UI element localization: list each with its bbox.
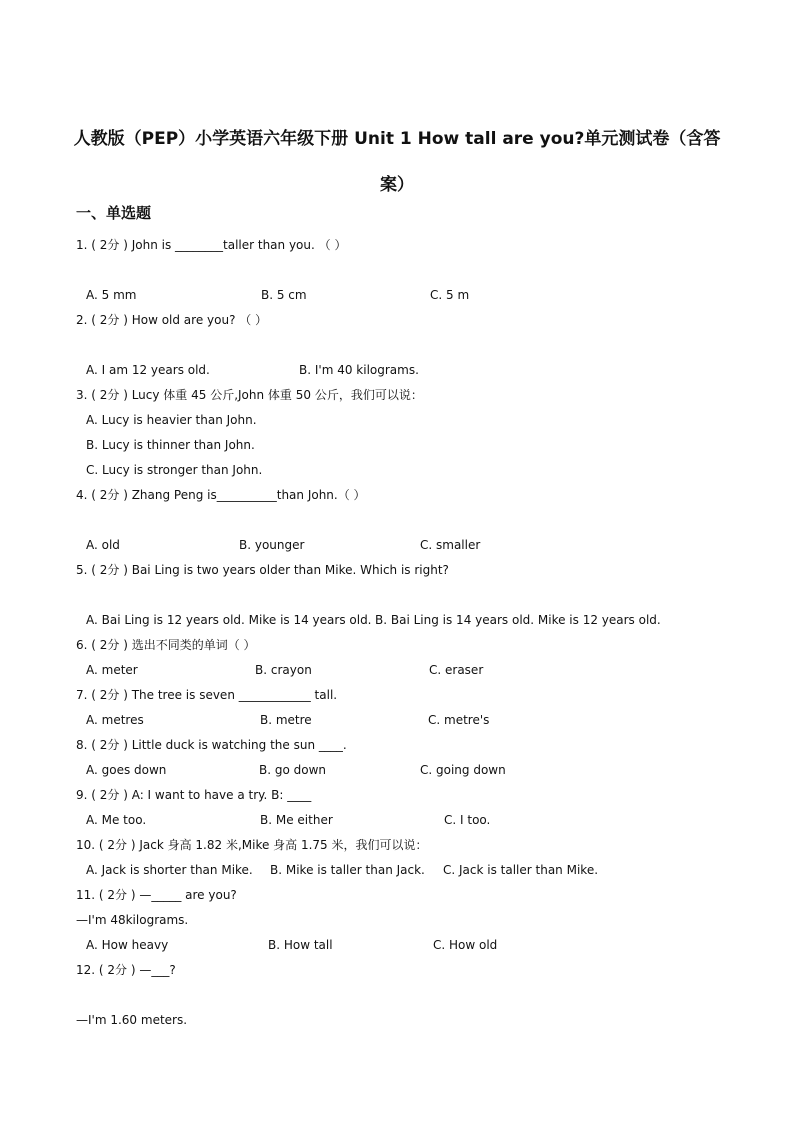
question-8-option-b[interactable]: B. go down <box>259 763 327 777</box>
question-4-stem: 4. ( 2分 ) Zhang Peng is__________than John.（ ） <box>76 488 366 502</box>
question-4-option-b[interactable]: B. younger <box>239 538 305 552</box>
question-4-option-c[interactable]: C. smaller <box>420 538 481 552</box>
question-8-option-a[interactable]: A. goes down <box>86 763 167 777</box>
question-10-option-c[interactable]: C. Jack is taller than Mike. <box>443 863 599 877</box>
question-10-option-b[interactable]: B. Mike is taller than Jack. <box>270 863 425 877</box>
question-12-stem: 12. ( 2分 ) —___? <box>76 963 176 977</box>
question-9-option-a[interactable]: A. Me too. <box>86 813 147 827</box>
question-9-option-b[interactable]: B. Me either <box>260 813 333 827</box>
question-6-option-a[interactable]: A. meter <box>86 663 138 677</box>
question-6-option-c[interactable]: C. eraser <box>429 663 484 677</box>
question-11-option-a[interactable]: A. How heavy <box>86 938 169 952</box>
question-5-stem: 5. ( 2分 ) Bai Ling is two years older than Mike. Which is right? <box>76 563 449 577</box>
question-2-option-a[interactable]: A. I am 12 years old. <box>86 363 210 377</box>
question-11-dialogue-reply: —I'm 48kilograms. <box>76 913 189 927</box>
question-10-stem: 10. ( 2分 ) Jack 身高 1.82 米,Mike 身高 1.75 米，我们可以说： <box>76 838 428 852</box>
question-1-stem: 1. ( 2分 ) John is ________taller than you. （ ） <box>76 238 347 252</box>
question-8-stem: 8. ( 2分 ) Little duck is watching the sun ____. <box>76 738 347 752</box>
question-7-option-b[interactable]: B. metre <box>260 713 312 727</box>
question-6-stem: 6. ( 2分 ) 选出不同类的单词（ ） <box>76 638 256 652</box>
question-9-option-c[interactable]: C. I too. <box>444 813 491 827</box>
question-9-stem: 9. ( 2分 ) A: I want to have a try. B: ____ <box>76 788 312 802</box>
question-1-option-a[interactable]: A. 5 mm <box>86 288 137 302</box>
question-3-option-b[interactable]: B. Lucy is thinner than John. <box>86 438 255 452</box>
question-3-option-c[interactable]: C. Lucy is stronger than John. <box>86 463 263 477</box>
question-1-option-b[interactable]: B. 5 cm <box>261 288 307 302</box>
question-2-stem: 2. ( 2分 ) How old are you? （ ） <box>76 313 268 327</box>
question-4-option-a[interactable]: A. old <box>86 538 120 552</box>
question-8-option-c[interactable]: C. going down <box>420 763 506 777</box>
question-11-option-c[interactable]: C. How old <box>433 938 498 952</box>
question-7-option-a[interactable]: A. metres <box>86 713 144 727</box>
question-5-option-a[interactable]: A. Bai Ling is 12 years old. Mike is 14 years old. <box>86 613 372 627</box>
question-2-option-b[interactable]: B. I'm 40 kilograms. <box>299 363 419 377</box>
question-11-stem: 11. ( 2分 ) —_____ are you? <box>76 888 237 902</box>
question-7-option-c[interactable]: C. metre's <box>428 713 490 727</box>
question-3-option-a[interactable]: A. Lucy is heavier than John. <box>86 413 257 427</box>
question-5-option-b[interactable]: B. Bai Ling is 14 years old. Mike is 12 years old. <box>375 613 661 627</box>
question-7-stem: 7. ( 2分 ) The tree is seven ____________ tall. <box>76 688 338 702</box>
question-11-option-b[interactable]: B. How tall <box>268 938 333 952</box>
section-title: 一、单选题 <box>76 204 152 222</box>
document-title: 人教版（PEP）小学英语六年级下册 Unit 1 How tall are you?单元测试卷（含答案） <box>73 129 721 195</box>
question-3-stem: 3. ( 2分 ) Lucy 体重 45 公斤,John 体重 50 公斤，我们可以说： <box>76 388 423 402</box>
question-10-option-a[interactable]: A. Jack is shorter than Mike. <box>86 863 253 877</box>
question-1-option-c[interactable]: C. 5 m <box>430 288 470 302</box>
question-6-option-b[interactable]: B. crayon <box>255 663 312 677</box>
question-12-dialogue-reply: —I'm 1.60 meters. <box>76 1013 188 1027</box>
